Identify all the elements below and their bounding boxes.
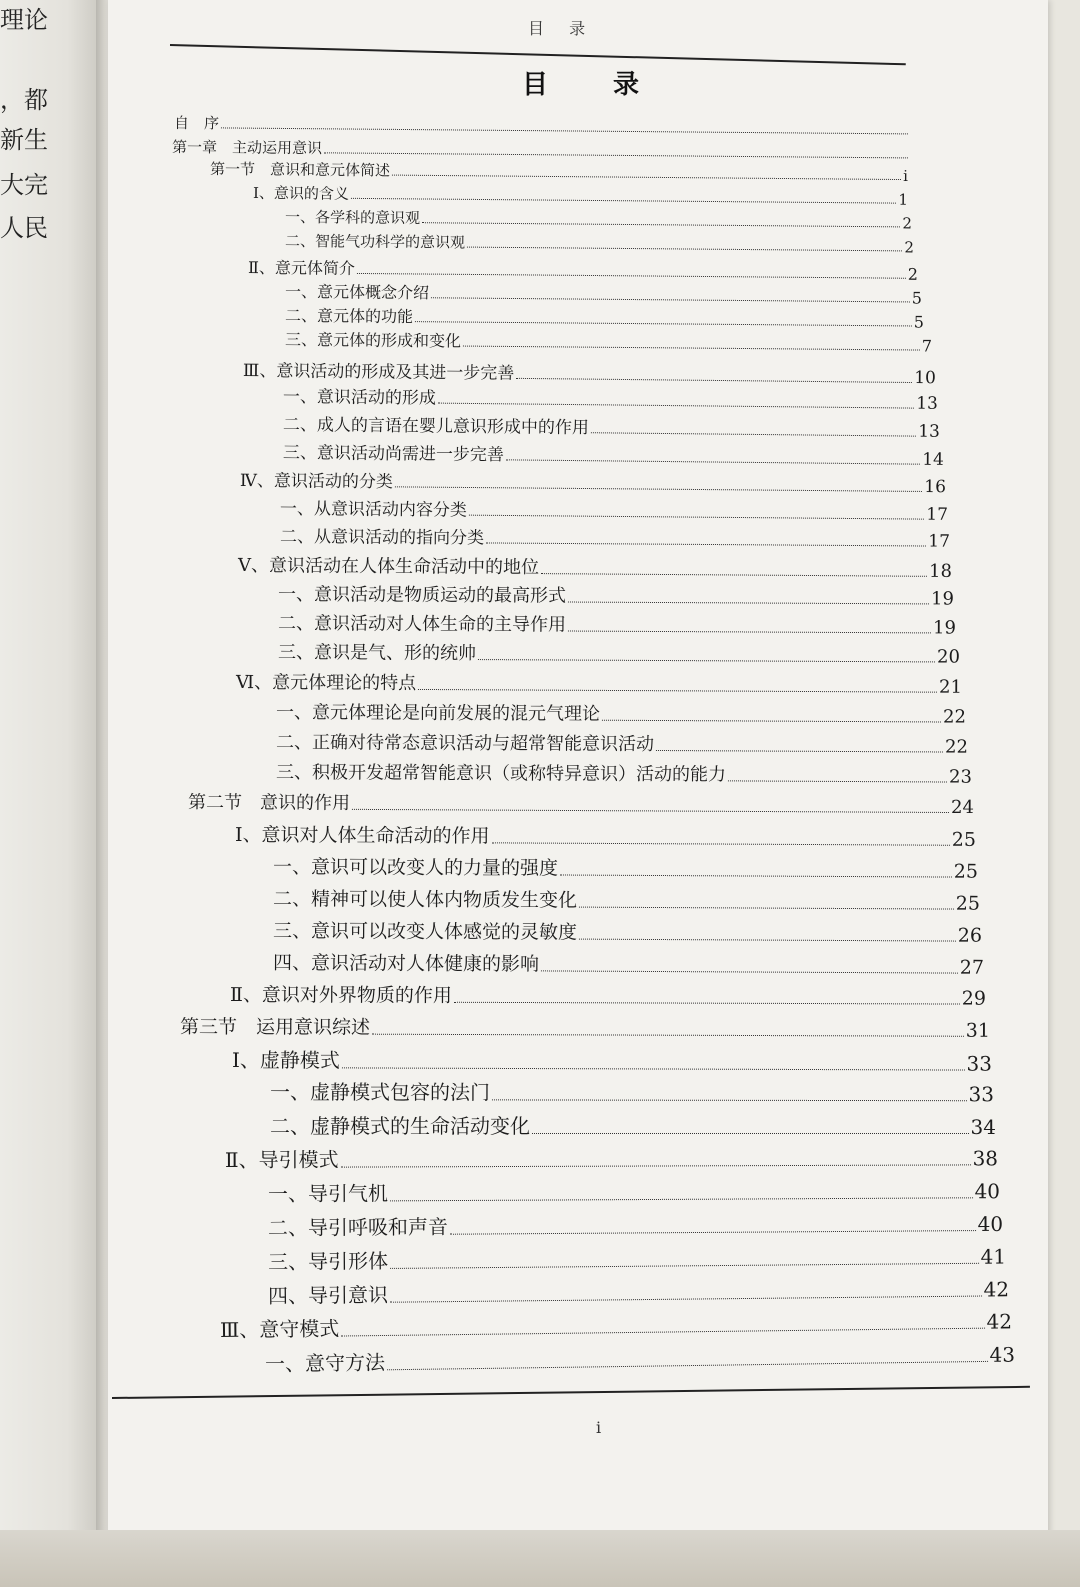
dot-leader [591, 431, 916, 436]
toc-entry [235, 820, 976, 851]
toc-entry [238, 551, 952, 582]
toc-entry-label: 二、从意识活动的指向分类 [279, 527, 485, 549]
facing-page-fragment: 新生 [0, 126, 48, 154]
toc-entry-label: 一、意元体理论是向前发展的混元气理论 [275, 702, 601, 725]
toc-entry-label: Ⅰ、虚静模式 [231, 1048, 340, 1073]
toc-entry-page: 14 [922, 449, 945, 470]
running-head: 目 录 [528, 19, 596, 38]
toc-entry-page: 42 [986, 1309, 1013, 1334]
toc-entry [273, 852, 978, 883]
dot-leader [568, 601, 929, 605]
toc-entry-label: 二、导引呼吸和声音 [267, 1214, 449, 1240]
toc-entry-page: 40 [977, 1211, 1004, 1237]
toc-entry-page: 38 [972, 1146, 999, 1171]
dot-leader [568, 630, 931, 634]
toc-entry-page: 19 [933, 617, 957, 639]
dot-leader [463, 345, 920, 351]
toc-entry-label: 二、意元体的功能 [284, 306, 414, 327]
table-surface [0, 1530, 1080, 1587]
dot-leader [467, 246, 902, 252]
dot-leader [390, 1295, 982, 1303]
dot-leader [492, 1098, 967, 1101]
toc-entry-page: 2 [907, 264, 919, 284]
toc-entry [276, 758, 972, 788]
dot-leader [418, 688, 937, 693]
toc-entry-label: 三、意识可以改变人体感觉的灵敏度 [272, 920, 578, 944]
dot-leader [372, 1033, 964, 1037]
toc-entry-page: 43 [989, 1342, 1016, 1367]
toc-entry-label: 一、意识可以改变人的力量的强度 [272, 856, 559, 880]
dot-leader [486, 541, 926, 546]
dot-leader [541, 572, 927, 577]
dot-leader [392, 174, 901, 180]
toc-entry-label: Ⅵ、意元体理论的特点 [235, 672, 417, 694]
toc-entry [232, 1044, 992, 1076]
toc-entry-label: 一、意识活动是物质运动的最高形式 [277, 584, 567, 607]
dot-leader [438, 402, 914, 409]
toc-entry-page: 27 [959, 956, 985, 979]
toc-entry-label: 四、意识活动对人体健康的影响 [272, 952, 540, 976]
toc-entry [225, 1141, 998, 1173]
dot-leader [341, 1163, 971, 1167]
toc-entry-page: 13 [916, 393, 939, 414]
toc-entry-page: 24 [951, 796, 975, 819]
toc-entry-page: 13 [918, 421, 941, 442]
dot-leader [351, 197, 897, 204]
toc-entry-label: Ⅲ、意守模式 [219, 1316, 340, 1342]
toc-entry-page: 33 [966, 1051, 993, 1076]
toc-entry [278, 638, 960, 668]
toc-entry-label: 二、智能气功科学的意识观 [284, 232, 466, 252]
dot-leader [221, 126, 908, 134]
toc-entry-page: 21 [939, 676, 963, 698]
toc-entry-page: 5 [913, 312, 925, 332]
toc-entry-label: 一、从意识活动内容分类 [279, 499, 468, 521]
toc-entry-label: 一、意识活动的形成 [282, 387, 437, 409]
toc-entry-page: 31 [965, 1019, 991, 1042]
dot-leader [450, 1229, 976, 1235]
dot-leader [454, 1001, 960, 1005]
facing-page [0, 0, 96, 1587]
toc-entry-label: 自 序 [173, 114, 220, 133]
toc-entry-label: 四、导引意识 [267, 1282, 389, 1308]
toc-entry [276, 698, 966, 728]
toc-entry-label: 第二节 意识的作用 [187, 792, 351, 814]
toc-entry-page: 17 [926, 504, 949, 525]
toc-entry-page: 19 [931, 588, 955, 610]
dot-leader [532, 1132, 969, 1134]
toc-entry [236, 668, 962, 698]
toc-entry-page: 2 [904, 238, 915, 257]
toc-entry-label: Ⅱ、意元体简介 [247, 258, 355, 278]
toc-entry-page: 34 [970, 1115, 996, 1139]
toc-entry-page: 7 [921, 336, 933, 356]
dot-leader [478, 658, 935, 662]
page-number: i [596, 1418, 602, 1437]
dot-leader [352, 808, 949, 813]
dot-leader [516, 377, 912, 383]
toc-entry [278, 580, 954, 610]
toc-entry-label: 二、正确对待常态意识活动与超常智能意识活动 [275, 732, 655, 755]
toc-entry-label: Ⅱ、导引模式 [224, 1147, 339, 1172]
toc-entry-page: 10 [914, 368, 937, 389]
toc-entry-page: 22 [945, 736, 969, 758]
dot-leader [390, 1196, 973, 1201]
toc-entry-label: 三、积极开发超常智能意识（或称特异意识）活动的能力 [275, 762, 727, 786]
dot-leader [342, 1066, 965, 1070]
dot-leader [656, 749, 943, 753]
toc-entry-label: 三、意识活动尚需进一步完善 [282, 443, 505, 466]
dot-leader [357, 272, 906, 279]
facing-page-fragment: 大完 [0, 171, 48, 199]
toc-entry-page: 26 [957, 924, 983, 947]
toc-entry-label: 第一章 主动运用意识 [171, 138, 323, 158]
toc-entry-label: Ⅰ、意识对人体生命活动的作用 [234, 824, 490, 848]
page-title: 目 录 [522, 70, 668, 100]
toc-entry-page: 42 [983, 1277, 1010, 1302]
dot-leader [579, 906, 954, 910]
dot-leader [324, 151, 908, 158]
facing-page-fragment: 人民 [0, 214, 48, 242]
toc-entry-label: 二、虚静模式的生命活动变化 [270, 1114, 530, 1138]
toc-entry-label: 三、意识是气、形的统帅 [277, 642, 477, 665]
toc-entry [188, 788, 974, 818]
toc-entry-page: 17 [928, 531, 951, 552]
dot-leader [602, 719, 941, 723]
toc-entry-page: 25 [955, 892, 981, 915]
dot-leader [390, 1262, 979, 1269]
toc-entry-label: Ⅳ、意识活动的分类 [239, 471, 394, 493]
toc-entry-label: 一、意守方法 [264, 1350, 386, 1376]
dot-leader [469, 514, 924, 520]
toc-entry-label: Ⅱ、意识对外界物质的作用 [229, 984, 452, 1007]
facing-page-fragment: 理论 [0, 6, 48, 34]
toc-entry-page: 2 [902, 214, 913, 233]
toc-entry-page: 23 [949, 766, 973, 788]
toc-entry [268, 1174, 1000, 1207]
toc-entry [273, 884, 980, 915]
dot-leader [541, 969, 958, 973]
toc-entry-label: Ⅴ、意识活动在人体生命活动中的地位 [237, 555, 540, 579]
toc-entry-page: 22 [943, 706, 967, 728]
toc-entry [180, 1012, 990, 1042]
toc-entry-label: 第三节 运用意识综述 [179, 1016, 371, 1039]
toc-entry [273, 948, 984, 979]
toc-entry-label: 三、导引形体 [267, 1248, 389, 1274]
facing-page-fragment: ，都 [0, 86, 48, 114]
toc-entry-label: 二、成人的言语在婴儿意识形成中的作用 [282, 415, 590, 439]
toc-entry-label: 一、虚静模式包容的法门 [269, 1080, 491, 1105]
dot-leader [422, 221, 900, 227]
toc-entry-page: 25 [953, 860, 979, 883]
toc-entry [278, 609, 956, 639]
toc-entry-label: 二、意识活动对人体生命的主导作用 [277, 613, 567, 636]
dot-leader [415, 320, 912, 326]
toc-entry-page: 40 [974, 1179, 1001, 1204]
dot-leader [491, 841, 949, 845]
toc-entry-page: 25 [951, 828, 977, 851]
toc-entry-page: 33 [968, 1082, 995, 1107]
dot-leader [506, 458, 920, 464]
toc-entry-label: 一、意元体概念介绍 [284, 282, 430, 303]
toc-entry-page: 20 [937, 646, 961, 668]
toc-entry-page: 16 [924, 476, 947, 498]
toc-entry-label: 第一节 意识和意元体简述 [209, 160, 391, 180]
toc-entry-label: 一、各学科的意识观 [284, 208, 421, 228]
toc-entry [268, 1207, 1003, 1241]
toc-entry-page: 41 [980, 1244, 1007, 1269]
toc-entry-page: 29 [961, 987, 987, 1010]
toc-entry-page: 1 [898, 190, 909, 209]
dot-leader [560, 874, 952, 878]
toc-entry-label: 二、精神可以使人体内物质发生变化 [272, 888, 578, 912]
dot-leader [395, 485, 922, 492]
toc-entry-page: 18 [928, 560, 953, 582]
dot-leader [728, 779, 947, 782]
toc-entry-label: Ⅰ、意识的含义 [252, 184, 350, 203]
toc-entry [270, 1110, 996, 1139]
toc-entry-label: 一、导引气机 [267, 1181, 389, 1206]
toc-entry-page: i [903, 167, 909, 186]
toc-entry-label: Ⅲ、意识活动的形成及其进一步完善 [242, 361, 515, 384]
dot-leader [579, 938, 956, 942]
toc-entry [273, 916, 982, 947]
toc-entry [280, 522, 950, 552]
toc-entry-label: 三、意元体的形成和变化 [284, 330, 462, 351]
toc-entry [270, 1076, 994, 1106]
toc-entry-page: 5 [911, 288, 923, 308]
dot-leader [431, 296, 910, 302]
toc-entry [230, 980, 986, 1010]
toc-entry [276, 728, 968, 758]
